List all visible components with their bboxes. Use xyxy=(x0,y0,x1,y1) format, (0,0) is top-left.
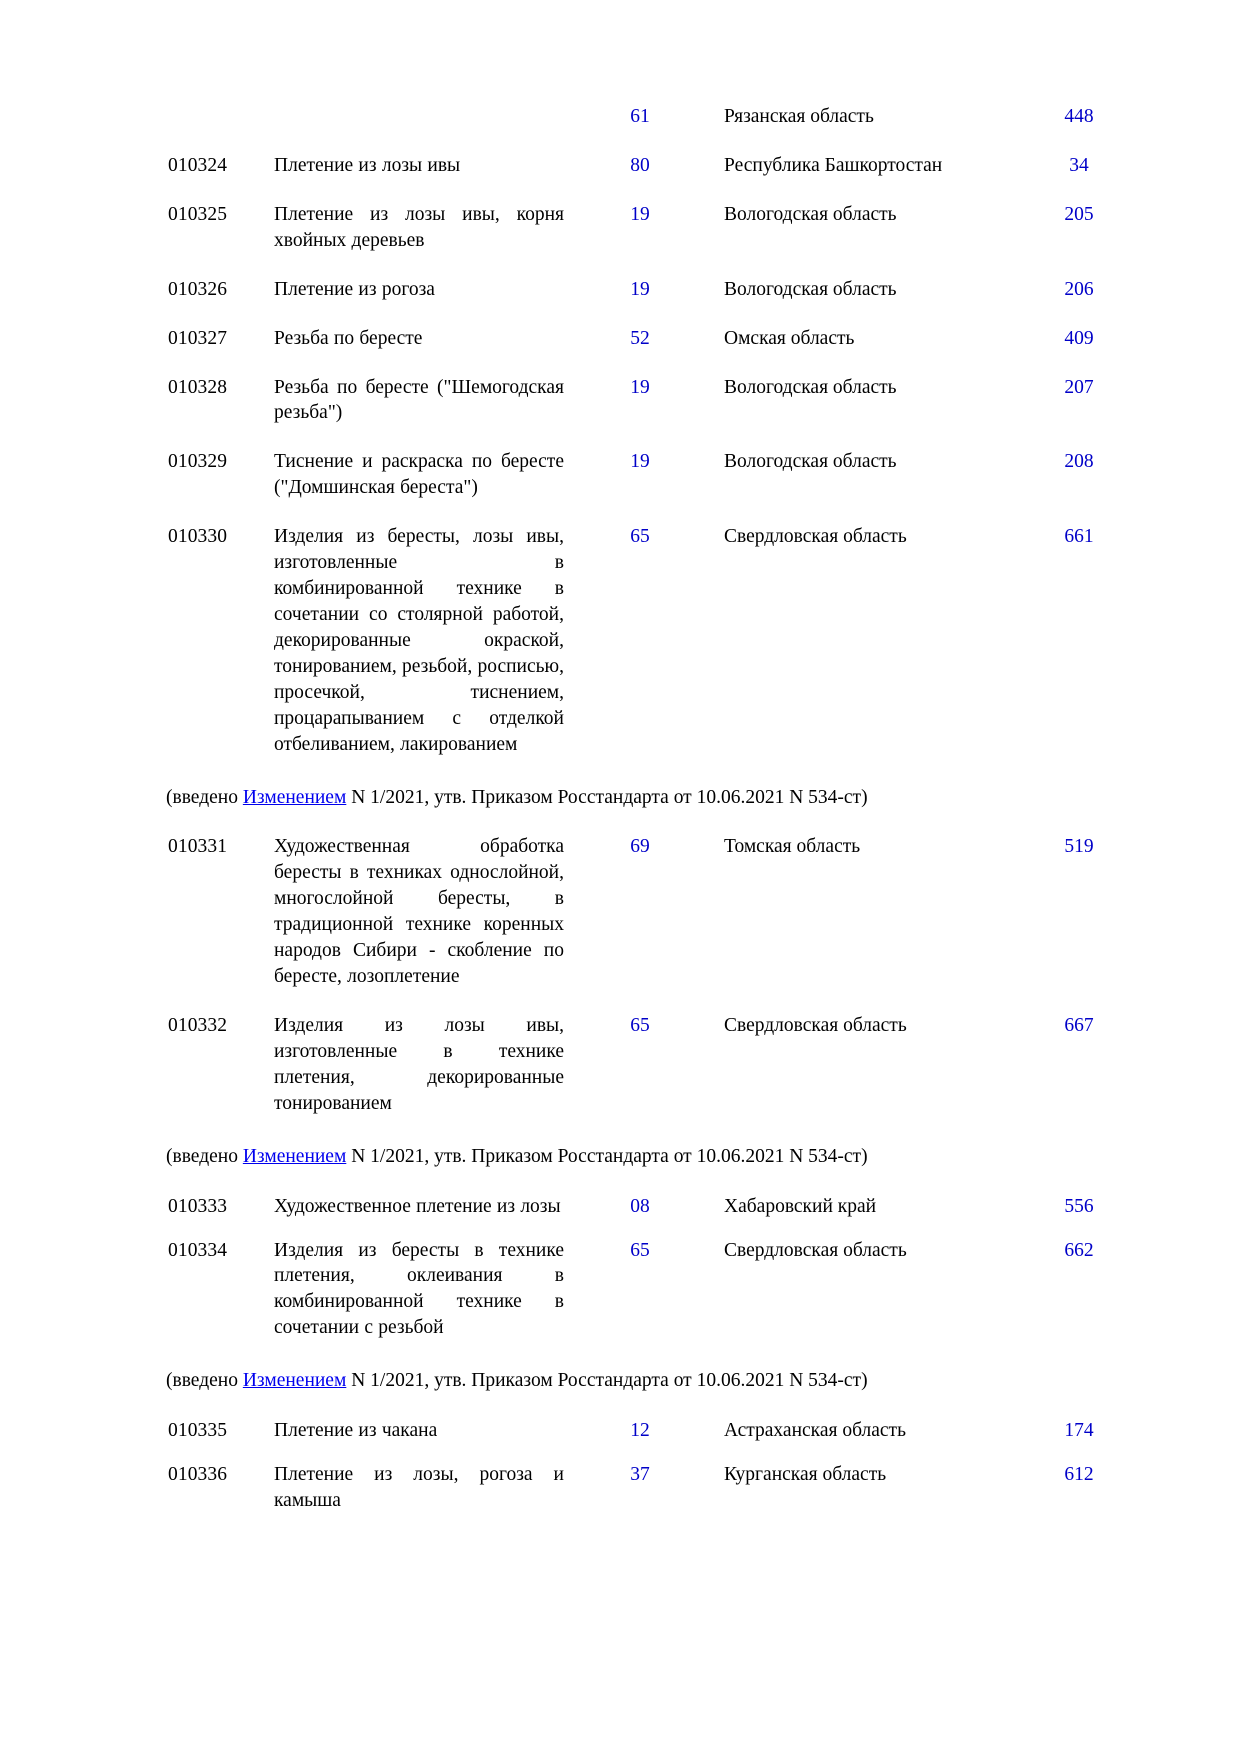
table-row xyxy=(168,1462,1110,1514)
row-gap xyxy=(168,130,1110,153)
note-prefix: (введено xyxy=(166,1370,243,1392)
row-region-name: Свердловская область xyxy=(724,1239,907,1261)
spacer-cell xyxy=(1004,449,1048,501)
okpdt-table-block-1 xyxy=(168,104,1110,758)
row-name: Резьба по бересте ("Шемогодская резьба") xyxy=(274,376,564,424)
note-suffix: N 1/2021, утв. Приказом Росстандарта от 10.06.2021 N 534-ст) xyxy=(346,1370,868,1392)
row-name: Плетение из рогоза xyxy=(274,278,435,300)
row-number: 174 xyxy=(1064,1420,1094,1442)
row-number: 556 xyxy=(1064,1195,1094,1217)
spacer-cell xyxy=(564,834,612,990)
row-region-name: Хабаровский край xyxy=(724,1195,877,1217)
amendment-link[interactable]: Изменением xyxy=(242,786,347,808)
row-region-code: 37 xyxy=(630,1464,650,1486)
okpdt-table-block-4 xyxy=(168,1418,1110,1514)
row-gap xyxy=(168,254,1110,277)
table-row xyxy=(168,1194,1110,1220)
row-number: 662 xyxy=(1064,1239,1094,1261)
spacer-cell xyxy=(1004,834,1048,990)
spacer-cell xyxy=(564,202,612,254)
row-region-name: Омская область xyxy=(724,327,855,349)
spacer-cell xyxy=(564,1238,612,1342)
row-number: 448 xyxy=(1064,106,1094,127)
row-name: Резьба по бересте xyxy=(274,327,423,349)
amendment-note-text xyxy=(166,1368,1110,1394)
okpdt-table-block-2 xyxy=(168,834,1110,1116)
table-row xyxy=(168,834,1110,990)
spacer-cell xyxy=(564,326,612,352)
table-row xyxy=(168,326,1110,352)
spacer-cell xyxy=(260,375,274,427)
amendment-note xyxy=(166,1144,1110,1170)
spacer-cell xyxy=(1004,202,1048,254)
spacer-cell xyxy=(260,1013,274,1117)
table-row xyxy=(168,1013,1110,1117)
spacer-cell xyxy=(260,326,274,352)
row-region-code: 19 xyxy=(630,203,650,225)
row-region-code: 65 xyxy=(630,526,650,548)
row-gap xyxy=(168,990,1110,1013)
row-gap xyxy=(168,501,1110,524)
spacer-cell xyxy=(668,1462,724,1514)
spacer-cell xyxy=(564,153,612,179)
spacer-cell xyxy=(668,104,724,130)
row-region-name: Астраханская область xyxy=(724,1420,906,1442)
spacer-cell xyxy=(1004,1238,1048,1342)
row-name: Тиснение и раскраска по бересте ("Домшинская береста") xyxy=(274,451,564,499)
row-number: 519 xyxy=(1064,836,1094,858)
table-row xyxy=(168,277,1110,303)
note-prefix: (введено xyxy=(166,786,243,808)
row-name: Плетение из чакана xyxy=(274,1420,438,1442)
row-code xyxy=(168,104,260,130)
spacer-cell xyxy=(1004,153,1048,179)
spacer-cell xyxy=(260,153,274,179)
row-gap xyxy=(168,1444,1110,1462)
row-gap xyxy=(168,1220,1110,1238)
row-region-code: 08 xyxy=(630,1195,650,1217)
row-code: 010327 xyxy=(168,327,228,349)
note-prefix: (введено xyxy=(166,1145,243,1167)
row-region-code: 12 xyxy=(630,1420,650,1442)
spacer-cell xyxy=(260,104,274,130)
note-suffix: N 1/2021, утв. Приказом Росстандарта от 10.06.2021 N 534-ст) xyxy=(346,1145,868,1167)
row-region-code: 52 xyxy=(630,327,650,349)
spacer-cell xyxy=(668,375,724,427)
row-region-name: Вологодская область xyxy=(724,278,897,300)
row-code: 010333 xyxy=(168,1195,228,1217)
row-code: 010328 xyxy=(168,376,228,398)
row-number: 205 xyxy=(1064,203,1094,225)
note-suffix: N 1/2021, утв. Приказом Росстандарта от 10.06.2021 N 534-ст) xyxy=(346,786,868,808)
row-code: 010334 xyxy=(168,1239,228,1261)
row-region-name: Вологодская область xyxy=(724,376,897,398)
row-code: 010326 xyxy=(168,278,228,300)
row-region-name: Республика Башкортостан xyxy=(724,154,943,176)
spacer-cell xyxy=(1004,104,1048,130)
spacer-cell xyxy=(260,1194,274,1220)
spacer-cell xyxy=(260,524,274,757)
table-row xyxy=(168,449,1110,501)
spacer-cell xyxy=(668,1418,724,1444)
row-name: Изделия из лозы ивы, изготовленные в технике плетения, декорированные тонированием xyxy=(274,1014,564,1114)
table-row xyxy=(168,375,1110,427)
row-name: Плетение из лозы, рогоза и камыша xyxy=(274,1464,564,1511)
row-region-code: 69 xyxy=(630,836,650,858)
okpdt-table-block-3 xyxy=(168,1194,1110,1342)
row-number: 208 xyxy=(1064,451,1094,473)
row-name: Плетение из лозы ивы, корня хвойных деревьев xyxy=(274,203,564,251)
row-code: 010325 xyxy=(168,203,228,225)
row-number: 667 xyxy=(1064,1014,1094,1036)
spacer-cell xyxy=(1004,1462,1048,1514)
spacer-cell xyxy=(1004,277,1048,303)
row-region-code: 65 xyxy=(630,1014,650,1036)
spacer-cell xyxy=(564,1013,612,1117)
table-row xyxy=(168,153,1110,179)
row-gap xyxy=(168,303,1110,326)
row-name xyxy=(274,104,564,130)
table-row xyxy=(168,202,1110,254)
row-region-name: Курганская область xyxy=(724,1464,887,1486)
row-name: Художественное плетение из лозы xyxy=(274,1195,561,1217)
spacer-cell xyxy=(260,1238,274,1342)
row-code: 010331 xyxy=(168,836,228,858)
table-row xyxy=(168,104,1110,130)
row-number: 612 xyxy=(1064,1464,1094,1486)
row-gap xyxy=(168,426,1110,449)
row-name: Плетение из лозы ивы xyxy=(274,154,461,176)
amendment-link[interactable]: Изменением xyxy=(242,1145,347,1167)
row-code: 010336 xyxy=(168,1464,228,1486)
amendment-link[interactable]: Изменением xyxy=(242,1370,347,1392)
row-gap xyxy=(168,352,1110,375)
row-region-name: Вологодская область xyxy=(724,451,897,473)
spacer-cell xyxy=(1004,524,1048,757)
spacer-cell xyxy=(564,524,612,757)
row-region-name: Вологодская область xyxy=(724,203,897,225)
spacer-cell xyxy=(668,1238,724,1342)
row-code: 010324 xyxy=(168,154,228,176)
row-region-code: 19 xyxy=(630,451,650,473)
spacer-cell xyxy=(260,202,274,254)
spacer-cell xyxy=(260,277,274,303)
row-number: 207 xyxy=(1064,376,1094,398)
row-code: 010332 xyxy=(168,1014,228,1036)
spacer-cell xyxy=(564,104,612,130)
row-name: Изделия из бересты в технике плетения, оклеивания в комбинированной технике в сочетании с резьбой xyxy=(274,1239,564,1339)
row-region-code: 80 xyxy=(630,154,650,176)
row-code: 010329 xyxy=(168,451,228,473)
spacer-cell xyxy=(564,1418,612,1444)
row-region-code: 19 xyxy=(630,376,650,398)
spacer-cell xyxy=(564,1194,612,1220)
spacer-cell xyxy=(668,326,724,352)
amendment-note xyxy=(166,785,1110,811)
row-name: Художественная обработка бересты в техниках однослойной, многослойной бересты, в традиционной технике коренных народов Сибири - скобление по бересте, лозоплетение xyxy=(274,836,564,988)
row-number: 409 xyxy=(1064,327,1094,349)
row-code: 010335 xyxy=(168,1420,228,1442)
spacer-cell xyxy=(1004,1013,1048,1117)
row-region-name: Томская область xyxy=(724,836,861,858)
spacer-cell xyxy=(1004,1194,1048,1220)
spacer-cell xyxy=(260,1418,274,1444)
spacer-cell xyxy=(668,524,724,757)
table-row xyxy=(168,1238,1110,1342)
spacer-cell xyxy=(564,1462,612,1514)
spacer-cell xyxy=(564,375,612,427)
row-number: 661 xyxy=(1064,526,1094,548)
spacer-cell xyxy=(668,1194,724,1220)
row-number: 206 xyxy=(1064,278,1094,300)
row-number: 34 xyxy=(1069,154,1089,176)
spacer-cell xyxy=(260,1462,274,1514)
row-region-code: 19 xyxy=(630,278,650,300)
amendment-note-text xyxy=(166,1144,1110,1170)
row-gap xyxy=(168,179,1110,202)
spacer-cell xyxy=(668,1013,724,1117)
row-region-code: 65 xyxy=(630,1239,650,1261)
spacer-cell xyxy=(668,153,724,179)
row-region-code: 61 xyxy=(630,106,650,127)
spacer-cell xyxy=(564,277,612,303)
spacer-cell xyxy=(1004,1418,1048,1444)
spacer-cell xyxy=(668,834,724,990)
row-region-name: Свердловская область xyxy=(724,1014,907,1036)
row-code: 010330 xyxy=(168,526,228,548)
row-region-name: Рязанская область xyxy=(724,106,874,127)
row-region-name: Свердловская область xyxy=(724,526,907,548)
spacer-cell xyxy=(668,277,724,303)
spacer-cell xyxy=(668,202,724,254)
amendment-note xyxy=(166,1368,1110,1394)
spacer-cell xyxy=(564,449,612,501)
spacer-cell xyxy=(260,449,274,501)
row-name: Изделия из бересты, лозы ивы, изготовленные в комбинированной технике в сочетании со столярной работой, декорированные окраской, тонированием, резьбой, росписью, просечкой, тиснением, процарапыванием с отделкой отбеливанием, лакированием xyxy=(274,526,564,755)
spacer-cell xyxy=(1004,326,1048,352)
table-row xyxy=(168,1418,1110,1444)
spacer-cell xyxy=(668,449,724,501)
table-row xyxy=(168,524,1110,757)
spacer-cell xyxy=(260,834,274,990)
spacer-cell xyxy=(1004,375,1048,427)
amendment-note-text xyxy=(166,785,1110,811)
